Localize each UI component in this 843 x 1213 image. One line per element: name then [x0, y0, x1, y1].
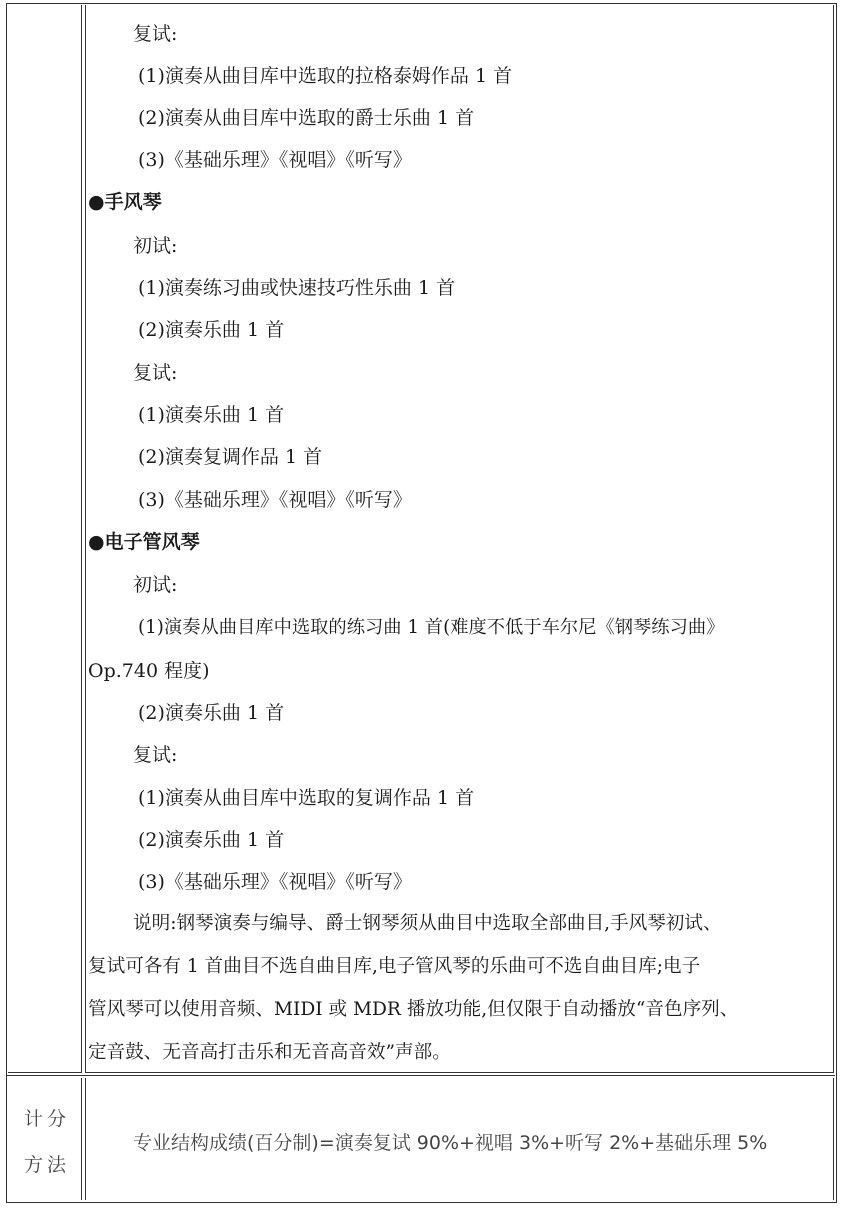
section-heading-fushi: 复试:	[133, 23, 178, 45]
list-item: (1)演奏从曲目库中选取的练习曲 1 首(难度不低于车尔尼《钢琴练习曲》	[138, 617, 725, 638]
note-line: 定音鼓、无音高打击乐和无音高音效”声部。	[88, 1042, 451, 1063]
list-item: (2)演奏乐曲 1 首	[138, 702, 285, 724]
note-line: 管风琴可以使用音频、MIDI 或 MDR 播放功能,但仅限于自动播放“音色序列、	[88, 999, 739, 1020]
instrument-title-electone: ●电子管风琴	[88, 531, 200, 553]
row-divider	[6, 1075, 835, 1076]
list-item: (3)《基础乐理》《视唱》《听写》	[138, 871, 412, 893]
scoring-label-line2: 方法	[24, 1154, 71, 1176]
note-line: 复试可各有 1 首曲目不选自曲目库,电子管风琴的乐曲可不选自曲目库;电子	[88, 956, 701, 977]
section-heading-fushi: 复试:	[133, 362, 178, 384]
section-heading-chushi: 初试:	[133, 574, 178, 596]
list-item: (1)演奏从曲目库中选取的拉格泰姆作品 1 首	[138, 65, 513, 87]
scoring-formula: 专业结构成绩(百分制)=演奏复试 90%+视唱 3%+听写 2%+基础乐理 5%	[133, 1132, 768, 1154]
section-heading-fushi: 复试:	[133, 744, 178, 766]
list-item: (2)演奏从曲目库中选取的爵士乐曲 1 首	[138, 107, 475, 129]
list-item: (3)《基础乐理》《视唱》《听写》	[138, 489, 412, 511]
scoring-label-line1: 计分	[24, 1108, 71, 1130]
note-line: 说明:钢琴演奏与编导、爵士钢琴须从曲目中选取全部曲目,手风琴初试、	[133, 913, 722, 934]
list-item: (2)演奏乐曲 1 首	[138, 319, 285, 341]
list-item: (2)演奏复调作品 1 首	[138, 446, 323, 468]
section-heading-chushi: 初试:	[133, 235, 178, 257]
list-item: (1)演奏练习曲或快速技巧性乐曲 1 首	[138, 277, 456, 299]
list-item: (2)演奏乐曲 1 首	[138, 829, 285, 851]
list-item: (3)《基础乐理》《视唱》《听写》	[138, 149, 412, 171]
table-cell-label-empty	[8, 5, 82, 1073]
list-item: (1)演奏乐曲 1 首	[138, 404, 285, 426]
instrument-title-accordion: ●手风琴	[88, 191, 162, 213]
table-cell-scoring-label	[8, 1078, 82, 1200]
list-item: (1)演奏从曲目库中选取的复调作品 1 首	[138, 787, 475, 809]
list-item-continuation: Op.740 程度)	[88, 660, 210, 682]
